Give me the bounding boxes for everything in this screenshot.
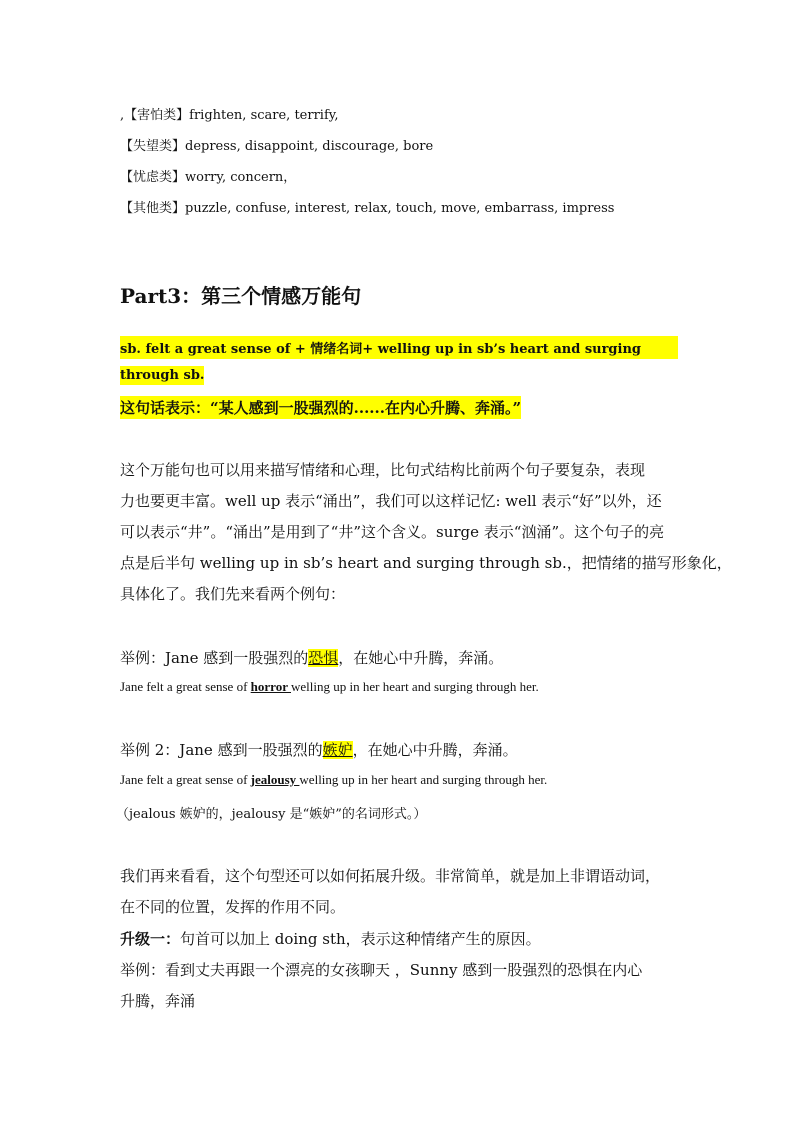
upgrade-level1-text: 句首可以加上 doing sth，表示这种情绪产生的原因。 — [180, 930, 541, 948]
example2-cn-before: 举例 2：Jane 感到一股强烈的 — [120, 741, 323, 759]
example2-en-key: jealousy — [250, 772, 300, 787]
list-item-worry: 【忧虑类】worry, concern， — [120, 170, 297, 185]
list-item-disappointment: 【失望类】depress, disappoint, discourage, bore — [120, 139, 434, 154]
example2-cn-highlight: 嫉妒 — [322, 741, 353, 759]
upgrade-intro-line-2: 在不同的位置，发挥的作用不同。 — [120, 898, 346, 916]
example2-en-before: Jane felt a great sense of — [120, 772, 251, 787]
explanation-line-3: 可以表示“井”。“涌出”是用到了“井”这个含义。surge 表示“汹涌”。这个句子的亮 — [120, 523, 665, 541]
upgrade-example-line-1: 举例：看到丈夫再跟一个漂亮的女孩聊天 ，Sunny 感到一股强烈的恐惧在内心 — [120, 961, 643, 979]
example1-cn-after: ，在她心中升腾，奔涌。 — [338, 649, 504, 667]
example1-cn-highlight: 恐惧 — [308, 649, 339, 667]
explanation-line-4: 点是后半句 welling up in sb’s heart and surging through sb.，把情绪的描写形象化， — [120, 554, 732, 572]
example1-chinese — [120, 647, 503, 668]
part3-heading: Part3：第三个情感万能句 — [120, 284, 362, 308]
example2-english — [120, 772, 547, 788]
upgrade-example-line-2: 升腾，奔涌 — [120, 992, 196, 1010]
example1-english — [120, 679, 539, 695]
explanation-line-2: 力也要更丰富。well up 表示“涌出”，我们可以这样记忆: well 表示“好”以外，还 — [120, 492, 662, 510]
example1-en-key: horror — [250, 679, 291, 694]
example2-cn-after: ，在她心中升腾，奔涌。 — [352, 741, 518, 759]
explanation-line-1: 这个万能句也可以用来描写情绪和心理，比句式结构比前两个句子要复杂，表现 — [120, 461, 646, 479]
formula-line-1: sb. felt a great sense of + 情绪名词+ welling up in sb’s heart and surging — [120, 336, 678, 359]
example2-chinese — [120, 739, 518, 760]
example1-en-after: welling up in her heart and surging through her. — [291, 679, 539, 694]
upgrade-level1-label: 升级一： — [120, 930, 181, 948]
list-item-fear: ,【害怕类】frighten, scare, terrify, — [120, 108, 339, 123]
example1-cn-before: 举例：Jane 感到一股强烈的 — [120, 649, 309, 667]
example2-note: （jealous 嫉妒的，jealousy 是“嫉妒”的名词形式。） — [116, 807, 427, 822]
upgrade-level1 — [120, 928, 541, 949]
upgrade-intro-line-1: 我们再来看看，这个句型还可以如何拓展升级。非常简单，就是加上非谓语动词， — [120, 867, 661, 885]
list-item-other: 【其他类】puzzle, confuse, interest, relax, touch, move, embarrass, impress — [120, 201, 615, 216]
formula-meaning: 这句话表示：“某人感到一股强烈的......在内心升腾、奔涌。” — [120, 396, 521, 419]
example1-en-before: Jane felt a great sense of — [120, 679, 251, 694]
formula-line-2: through sb. — [120, 368, 205, 383]
example2-en-after: welling up in her heart and surging through her. — [299, 772, 548, 787]
explanation-line-5: 具体化了。我们先来看两个例句： — [120, 585, 346, 603]
